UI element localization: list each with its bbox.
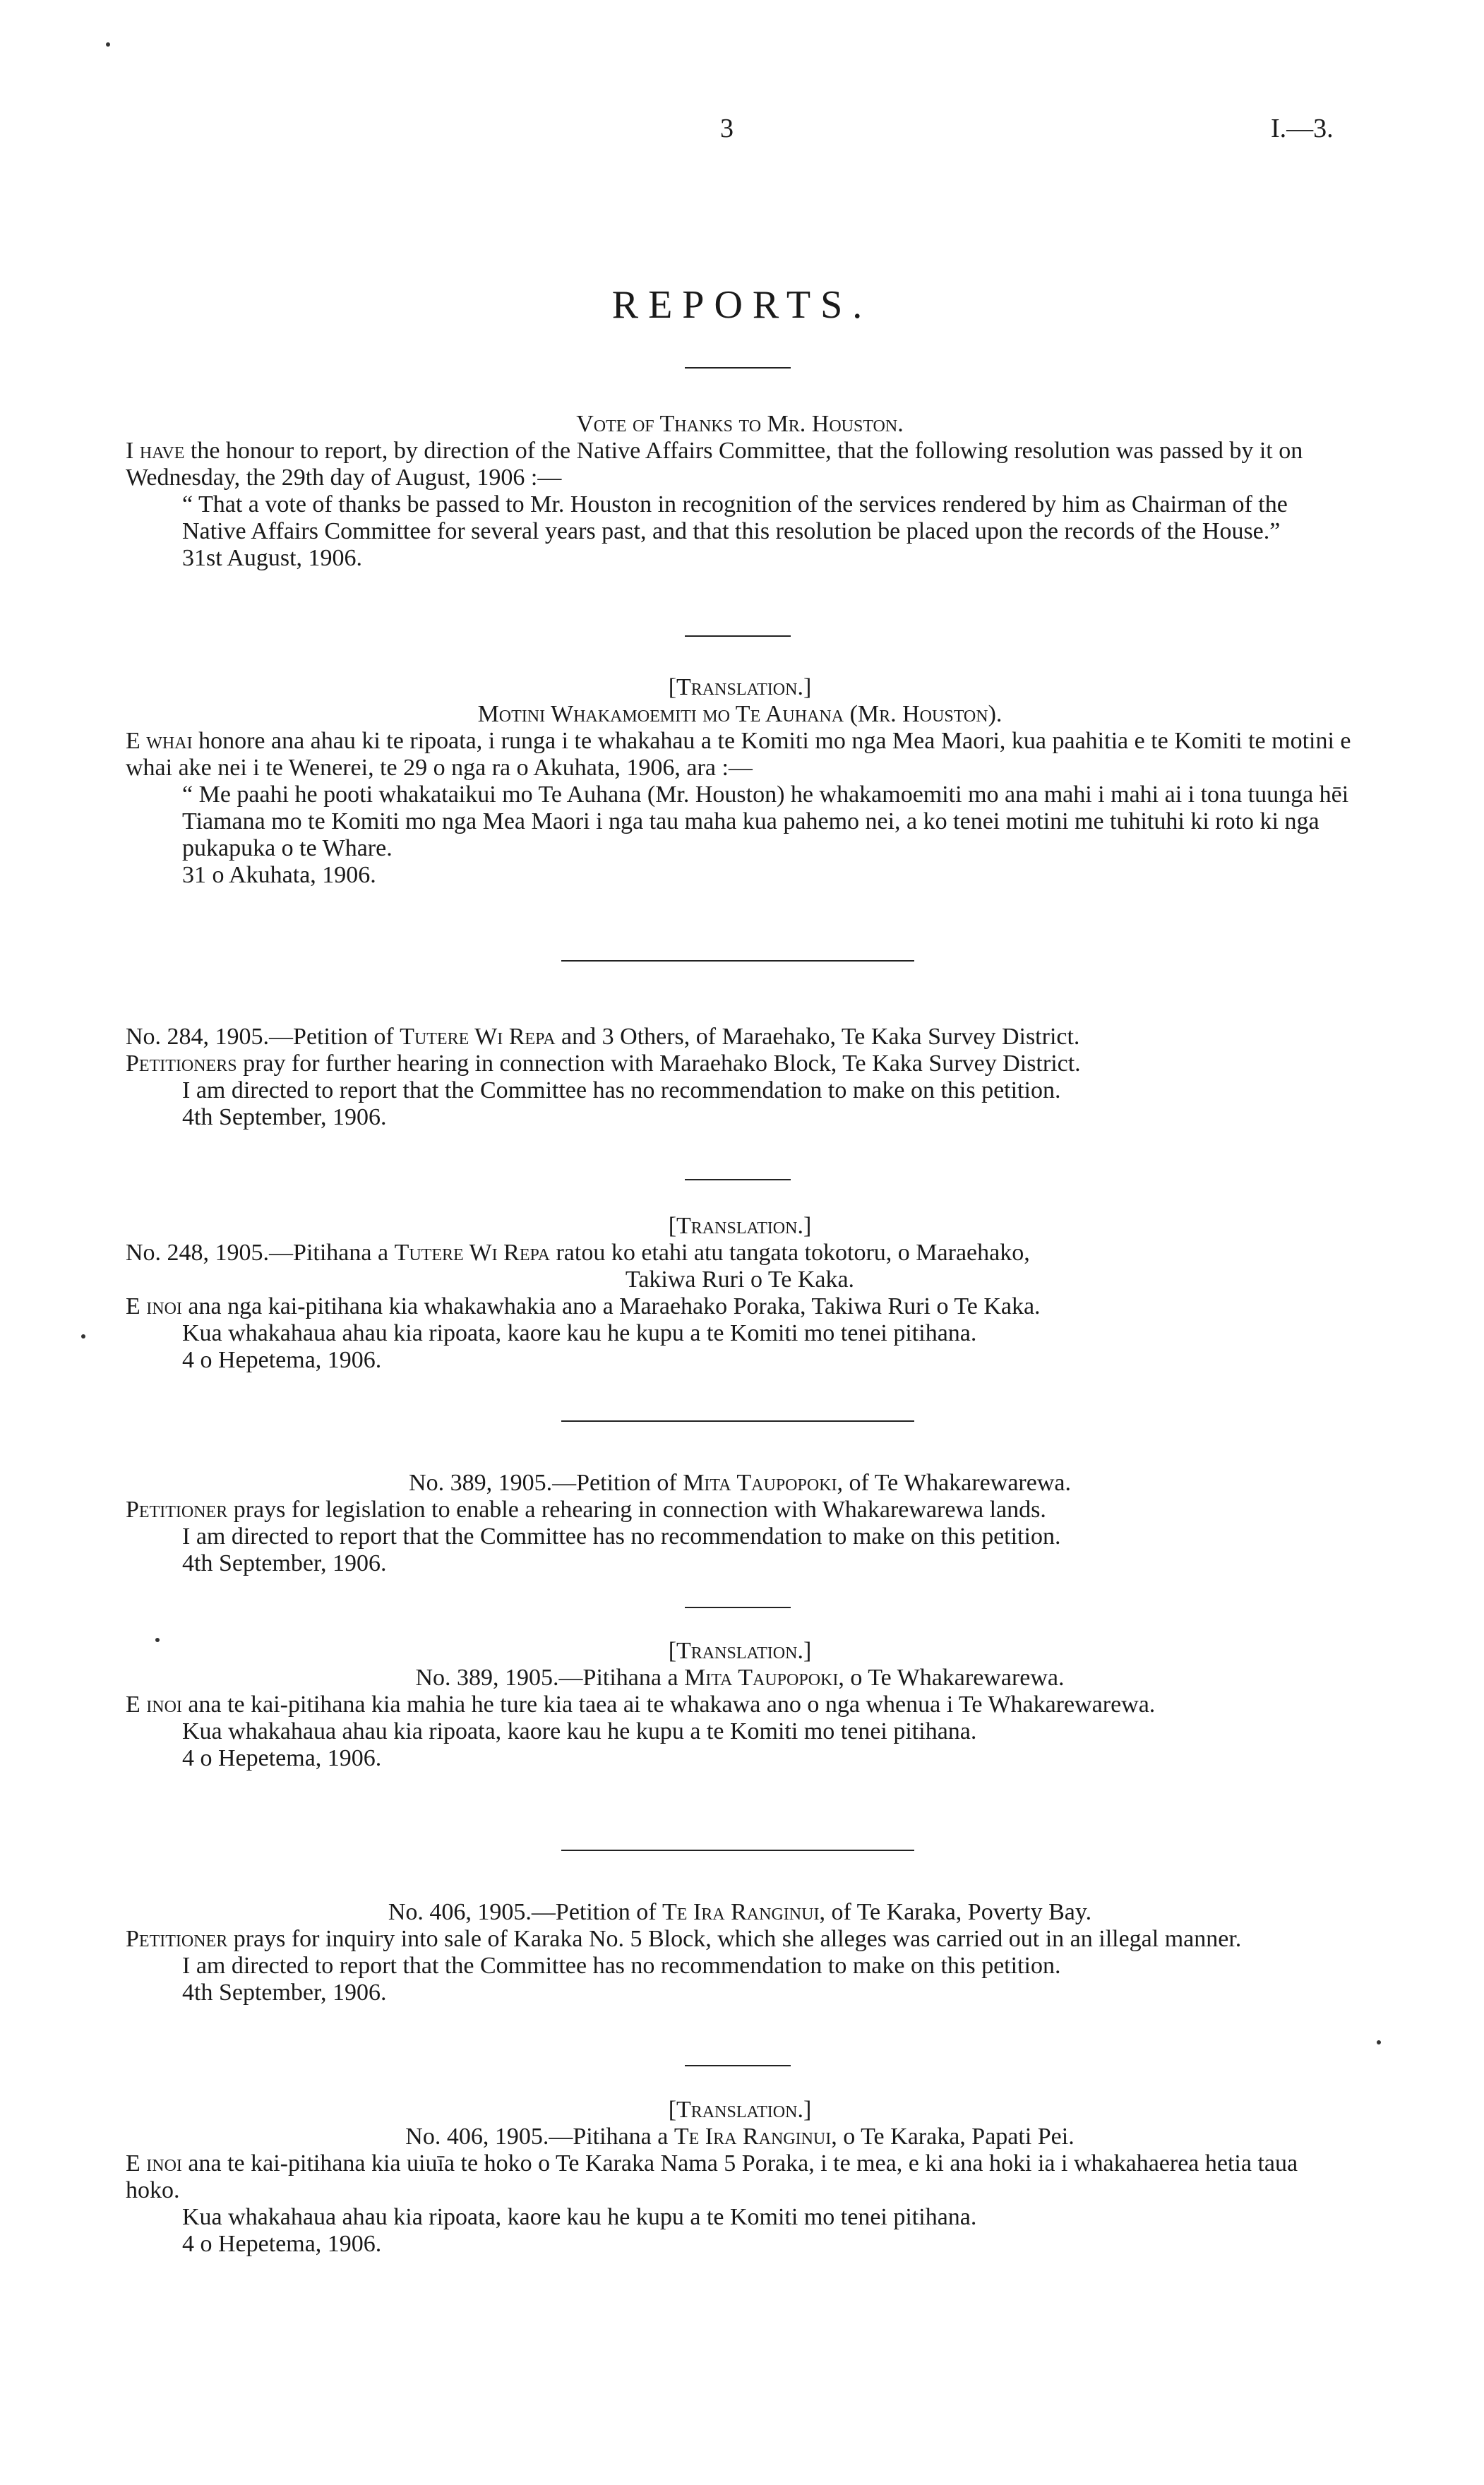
scan-speck	[1377, 2040, 1381, 2044]
section-petition-284	[126, 1024, 1354, 1131]
divider-long	[561, 960, 914, 962]
section-petition-406-translation	[126, 2097, 1354, 2258]
report-date: 4 o Hepetema, 1906.	[182, 1745, 382, 1771]
body-lead: Petitioner	[126, 1497, 228, 1523]
report-text: I am directed to report that the Committee has no recommendation to make on this petition.	[182, 1953, 1061, 1979]
report-text: I am directed to report that the Committee has no recommendation to make on this petition.	[182, 1077, 1061, 1103]
section-heading	[126, 1665, 1354, 1691]
body-lead: E inoi	[126, 1293, 182, 1319]
heading-prefix: No. 406, 1905.—Petition of	[388, 1899, 657, 1925]
body-text: the honour to report, by direction of the Native Affairs Committee, that the following resolution was passed by it on Wednesday, the 29th day of August, 1906 :—	[126, 438, 1303, 491]
body-text: honore ana ahau ki te ripoata, i runga i te whakahau a te Komiti mo nga Mea Maori, kua paahitia e te Komiti te motini e whai ake nei i te Wenerei, te 29 o nga ra o Akuhata, 1906, ara :—	[126, 728, 1351, 781]
scan-speck	[155, 1638, 160, 1642]
report-date: 4th September, 1906.	[182, 1550, 387, 1576]
section-body	[126, 728, 1354, 782]
section-vote-of-thanks	[126, 411, 1354, 572]
section-heading	[126, 1240, 1354, 1267]
body-text: ana nga kai-pitihana kia whakawhakia ano a Maraehako Poraka, Takiwa Ruri o Te Kaka.	[188, 1293, 1041, 1319]
report-text: Kua whakahaua ahau kia ripoata, kaore kau he kupu a te Komiti mo tenei pitihana.	[182, 1718, 977, 1744]
divider-short	[685, 1607, 791, 1608]
section-body	[126, 438, 1354, 491]
petitioner-name: Mita Taupopoki	[684, 1665, 839, 1691]
heading-line-two: Takiwa Ruri o Te Kaka.	[625, 1267, 855, 1293]
body-lead: E whai	[126, 728, 193, 754]
section-petition-248-translation	[126, 1213, 1354, 1374]
heading-suffix: and 3 Others, of Maraehako, Te Kaka Survey District.	[561, 1024, 1080, 1050]
translation-label: [Translation.]	[668, 674, 812, 700]
report-text: Kua whakahaua ahau kia ripoata, kaore kau he kupu a te Komiti mo tenei pitihana.	[182, 2204, 977, 2230]
page-number: 3	[720, 114, 734, 143]
petitioner-name: Te Ira Ranginui	[662, 1899, 820, 1925]
section-petition-389	[126, 1470, 1354, 1577]
translation-label: [Translation.]	[668, 1638, 812, 1664]
section-body	[126, 1691, 1354, 1718]
report-date: 31 o Akuhata, 1906.	[182, 862, 376, 888]
body-lead: I have	[126, 438, 185, 464]
divider-short	[685, 2065, 791, 2066]
heading-prefix: No. 389, 1905.—Petition of	[409, 1470, 677, 1496]
section-body	[126, 1497, 1354, 1523]
translation-label: [Translation.]	[668, 1213, 812, 1239]
page-title: REPORTS.	[611, 283, 873, 327]
section-petition-406	[126, 1899, 1354, 2006]
heading-suffix: , o Te Whakarewarewa.	[838, 1665, 1065, 1691]
resolution-quote: “ Me paahi he pooti whakataikui mo Te Auhana (Mr. Houston) he whakamoemiti mo ana mahi i mahi ai i tona tuunga hēi Tiamana mo te Komiti mo nga Mea Maori i nga tau maha kua pahemo nei, a ko tenei motini me tuhituhi ki roto ki nga pukapuka o te Whare.	[182, 782, 1349, 861]
report-text: Kua whakahaua ahau kia ripoata, kaore kau he kupu a te Komiti mo tenei pitihana.	[182, 1320, 977, 1346]
divider-short	[685, 1179, 791, 1180]
body-text: prays for legislation to enable a rehearing in connection with Whakarewarewa lands.	[233, 1497, 1046, 1523]
heading-suffix: , of Te Karaka, Poverty Bay.	[819, 1899, 1092, 1925]
body-lead: E inoi	[126, 1691, 182, 1718]
report-text: I am directed to report that the Committee has no recommendation to make on this petition.	[182, 1523, 1061, 1550]
divider-short	[685, 367, 791, 369]
body-lead: Petitioner	[126, 1926, 228, 1952]
section-heading	[126, 2124, 1354, 2150]
report-date: 4 o Hepetema, 1906.	[182, 1347, 382, 1373]
section-heading	[126, 1024, 1354, 1050]
section-body	[126, 1050, 1354, 1077]
section-petition-389-translation	[126, 1638, 1354, 1772]
heading-suffix: , o Te Karaka, Papati Pei.	[831, 2124, 1075, 2150]
petitioner-name: Te Ira Ranginui	[674, 2124, 832, 2150]
divider-long	[561, 1850, 914, 1851]
divider-long	[561, 1420, 914, 1422]
report-date: 4 o Hepetema, 1906.	[182, 2231, 382, 2257]
body-lead: E inoi	[126, 2150, 182, 2176]
body-lead: Petitioners	[126, 1050, 237, 1077]
divider-short	[685, 635, 791, 637]
section-body	[126, 2150, 1354, 2204]
heading-prefix: No. 248, 1905.—Pitihana a	[126, 1240, 389, 1266]
scan-speck	[106, 42, 110, 47]
section-heading	[126, 1899, 1354, 1926]
heading-prefix: No. 389, 1905.—Pitihana a	[415, 1665, 678, 1691]
body-text: ana te kai-pitihana kia uiuīa te hoko o Te Karaka Nama 5 Poraka, i te mea, e ki ana hoki ia i whakahaerea hetia taua hoko.	[126, 2150, 1298, 2203]
petitioner-name: Tutere Wi Repa	[394, 1240, 550, 1266]
section-body	[126, 1293, 1354, 1320]
page-reference: I.—3.	[1271, 114, 1334, 143]
resolution-quote: “ That a vote of thanks be passed to Mr. Houston in recognition of the services rendered by him as Chairman of the Native Affairs Committee for several years past, and that this resolution be placed upon the records of the House.”	[182, 491, 1288, 544]
report-date: 4th September, 1906.	[182, 1980, 387, 2006]
petitioner-name: Tutere Wi Repa	[400, 1024, 556, 1050]
section-body	[126, 1926, 1354, 1953]
body-text: ana te kai-pitihana kia mahia he ture kia taea ai te whakawa ano o nga whenua i Te Whakarewarewa.	[188, 1691, 1156, 1718]
scan-speck	[81, 1334, 85, 1339]
heading-suffix: ratou ko etahi atu tangata tokotoru, o Maraehako,	[556, 1240, 1030, 1266]
heading-prefix: No. 284, 1905.—Petition of	[126, 1024, 394, 1050]
heading-prefix: No. 406, 1905.—Pitihana a	[405, 2124, 669, 2150]
section-heading: Vote of Thanks to Mr. Houston.	[576, 411, 904, 437]
body-text: prays for inquiry into sale of Karaka No. 5 Block, which she alleges was carried out in an illegal manner.	[233, 1926, 1242, 1952]
report-date: 31st August, 1906.	[182, 545, 363, 571]
body-text: pray for further hearing in connection with Maraehako Block, Te Kaka Survey District.	[243, 1050, 1081, 1077]
translation-label: [Translation.]	[668, 2097, 812, 2123]
report-date: 4th September, 1906.	[182, 1104, 387, 1130]
petitioner-name: Mita Taupopoki	[683, 1470, 837, 1496]
section-heading	[126, 1470, 1354, 1497]
section-vote-of-thanks-translation	[126, 674, 1354, 889]
heading-suffix: , of Te Whakarewarewa.	[837, 1470, 1071, 1496]
section-heading: Motini Whakamoemiti mo Te Auhana (Mr. Houston).	[477, 701, 1003, 727]
